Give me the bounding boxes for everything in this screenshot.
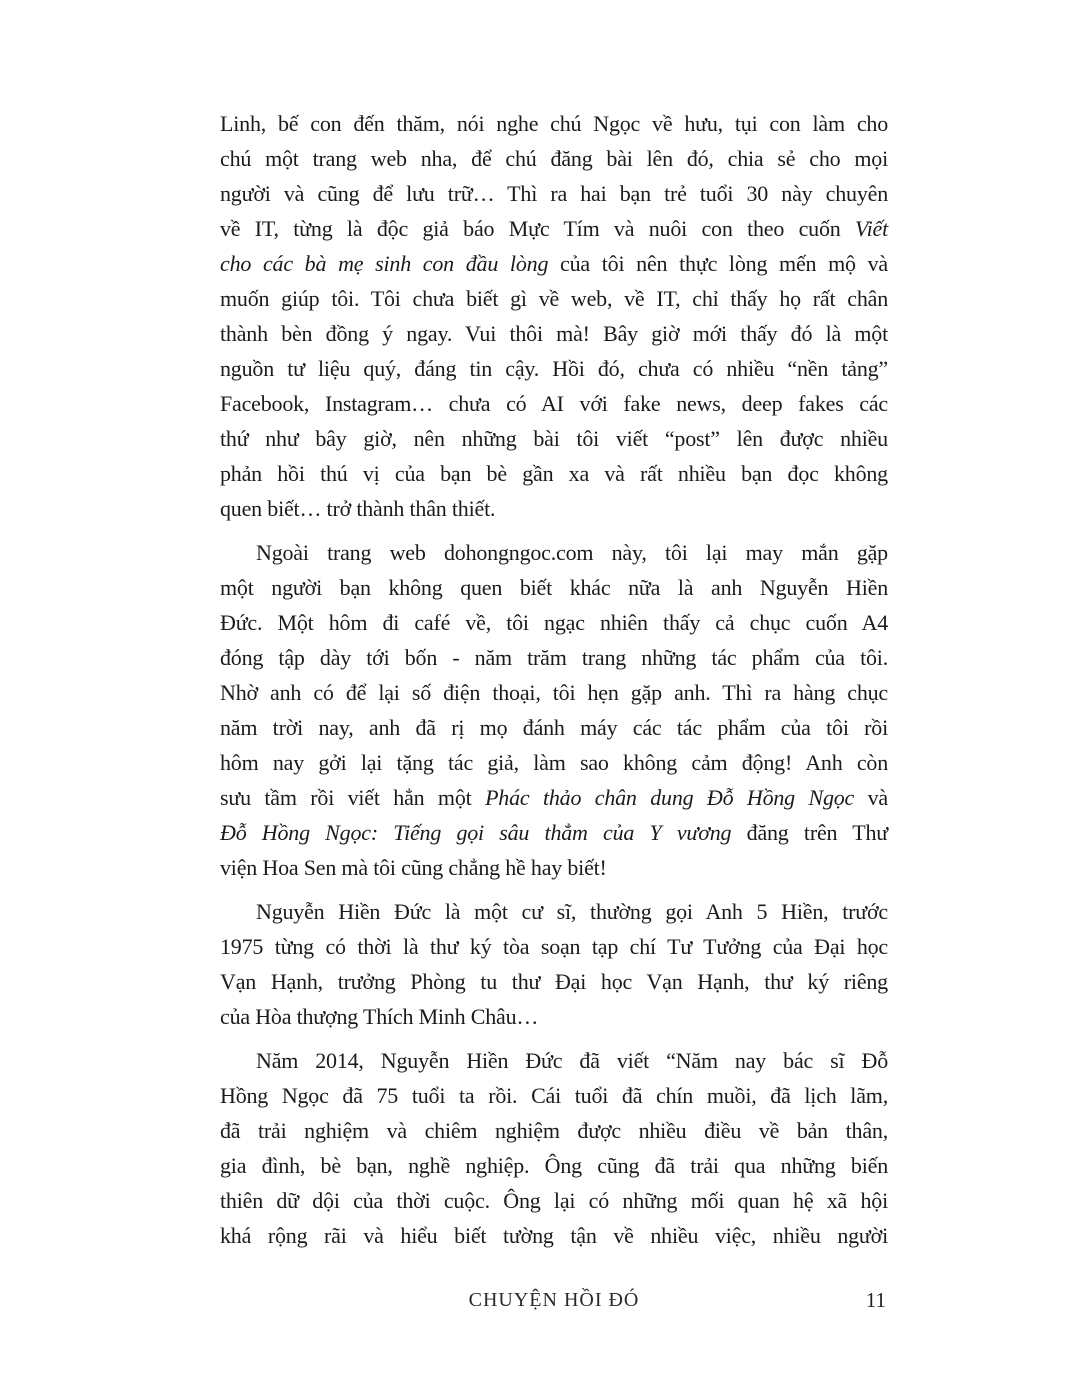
text-line <box>220 999 888 1034</box>
text-run: đã trải nghiệm và chiêm nghiệm được nhiều điều về bản thân, <box>220 1118 888 1143</box>
text-run: Nguyễn Hiền Đức là một cư sĩ, thường gọi Anh 5 Hiền, trước <box>256 899 888 924</box>
text-line <box>220 246 888 281</box>
paragraph-2 <box>220 535 888 885</box>
page-number: 11 <box>865 1288 886 1312</box>
text-line <box>220 675 888 710</box>
running-title: CHUYỆN HỒI ĐÓ <box>468 1289 640 1311</box>
text-line <box>220 570 888 605</box>
text-run: viện Hoa Sen mà tôi cũng chẳng hề hay biết! <box>220 855 607 880</box>
text-line <box>220 211 888 246</box>
paragraph-3 <box>220 894 888 1034</box>
text-line <box>220 386 888 421</box>
text-run: hôm nay gởi lại tặng tác giả, làm sao không cảm động! Anh còn <box>220 750 888 775</box>
text-line <box>220 1148 888 1183</box>
text-line <box>220 1043 888 1078</box>
text-run: một người bạn không quen biết khác nữa là anh Nguyễn Hiền <box>220 575 888 600</box>
text-run: sưu tầm rồi viết hẳn một <box>220 785 486 810</box>
text-run: về IT, từng là độc giả báo Mực Tím và nuôi con theo cuốn <box>220 216 855 241</box>
text-run: Facebook, Instagram… chưa có AI với fake news, deep fakes các <box>220 391 888 416</box>
text-line <box>220 850 888 885</box>
text-run: của tôi nên thực lòng mến mộ và <box>548 251 888 276</box>
text-line <box>220 281 888 316</box>
italic-text-run: Viết <box>855 216 888 241</box>
text-run: Ngoài trang web dohongngoc.com này, tôi lại may mắn gặp <box>256 540 888 565</box>
text-run: Vạn Hạnh, trưởng Phòng tu thư Đại học Vạn Hạnh, thư ký riêng <box>220 969 888 994</box>
text-line <box>220 106 888 141</box>
text-run: và <box>854 785 888 810</box>
text-line <box>220 745 888 780</box>
text-line <box>220 710 888 745</box>
text-line <box>220 1078 888 1113</box>
text-line <box>220 421 888 456</box>
text-run: Đức. Một hôm đi café về, tôi ngạc nhiên thấy cả chục cuốn A4 <box>220 610 888 635</box>
text-run: đăng trên Thư <box>731 820 888 845</box>
text-run: Năm 2014, Nguyễn Hiền Đức đã viết “Năm nay bác sĩ Đỗ <box>256 1048 888 1073</box>
text-run: phản hồi thú vị của bạn bè gần xa và rất nhiều bạn đọc không <box>220 461 888 486</box>
text-line <box>220 141 888 176</box>
text-line <box>220 1218 888 1253</box>
text-line <box>220 780 888 815</box>
text-run: người và cũng để lưu trữ… Thì ra hai bạn trẻ tuổi 30 này chuyên <box>220 181 888 206</box>
text-line <box>220 894 888 929</box>
text-run: khá rộng rãi và hiểu biết tường tận về nhiều việc, nhiều người <box>220 1223 888 1248</box>
text-line <box>220 351 888 386</box>
text-run: chú một trang web nha, để chú đăng bài lên đó, chia sẻ cho mọi <box>220 146 888 171</box>
text-run: nguồn tư liệu quý, đáng tin cậy. Hồi đó, chưa có nhiều “nền tảng” <box>220 356 888 381</box>
text-line <box>220 964 888 999</box>
text-run: 1975 từng có thời là thư ký tòa soạn tạp chí Tư Tưởng của Đại học <box>220 934 888 959</box>
page-footer <box>220 1284 888 1316</box>
text-run: của Hòa thượng Thích Minh Châu… <box>220 1004 539 1029</box>
text-run: thứ như bây giờ, nên những bài tôi viết “post” lên được nhiều <box>220 426 888 451</box>
italic-text-run: Phác thảo chân dung Đỗ Hồng Ngọc <box>485 785 855 810</box>
text-run: Hồng Ngọc đã 75 tuổi ta rồi. Cái tuổi đã chín muồi, đã lịch lãm, <box>220 1083 888 1108</box>
paragraph-1 <box>220 106 888 526</box>
text-run: thiên dữ dội của thời cuộc. Ông lại có những mối quan hệ xã hội <box>220 1188 888 1213</box>
text-run: quen biết… trở thành thân thiết. <box>220 496 496 521</box>
text-line <box>220 456 888 491</box>
italic-text-run: Đỗ Hồng Ngọc: Tiếng gọi sâu thẳm của Y vương <box>220 820 732 845</box>
text-run: gia đình, bè bạn, nghề nghiệp. Ông cũng đã trải qua những biến <box>220 1153 888 1178</box>
text-line <box>220 929 888 964</box>
text-line <box>220 640 888 675</box>
text-run: Nhờ anh có để lại số điện thoại, tôi hẹn gặp anh. Thì ra hàng chục <box>220 680 888 705</box>
text-run: muốn giúp tôi. Tôi chưa biết gì về web, về IT, chỉ thấy họ rất chân <box>220 286 888 311</box>
text-line <box>220 605 888 640</box>
text-run: Linh, bế con đến thăm, nói nghe chú Ngọc về hưu, tụi con làm cho <box>220 111 888 136</box>
italic-text-run: cho các bà mẹ sinh con đầu lòng <box>220 251 549 276</box>
text-line <box>220 815 888 850</box>
paragraph-4 <box>220 1043 888 1253</box>
text-line <box>220 316 888 351</box>
text-line <box>220 491 888 526</box>
text-line <box>220 1183 888 1218</box>
page-body-text <box>220 106 888 1253</box>
text-run: đóng tập dày tới bốn - năm trăm trang những tác phẩm của tôi. <box>220 645 888 670</box>
text-line <box>220 176 888 211</box>
text-line <box>220 535 888 570</box>
text-run: thành bèn đồng ý ngay. Vui thôi mà! Bây giờ mới thấy đó là một <box>220 321 888 346</box>
text-run: năm trời nay, anh đã rị mọ đánh máy các tác phẩm của tôi rồi <box>220 715 888 740</box>
text-line <box>220 1113 888 1148</box>
